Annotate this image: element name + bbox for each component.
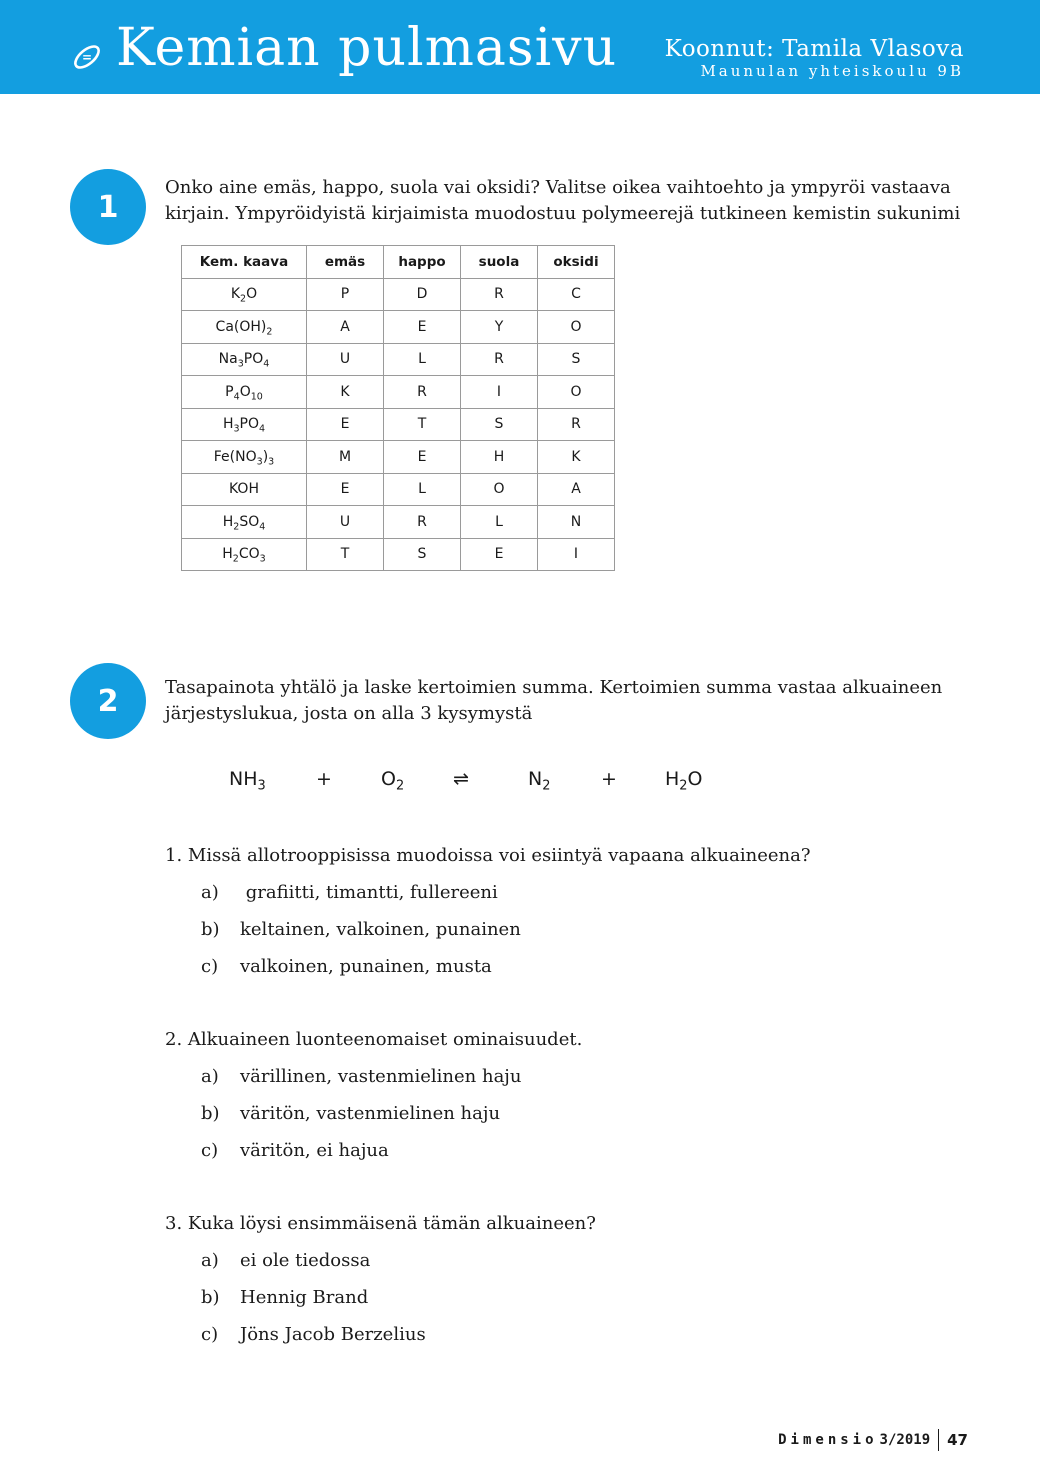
formula-subscript: 3 — [233, 423, 240, 435]
table-row — [182, 343, 615, 376]
formula-main: Fe(NO — [213, 448, 257, 465]
formula-main: SO — [239, 513, 260, 530]
letter-cell[interactable]: A — [538, 473, 615, 506]
instruction-line: kirjain. Ympyröidyistä kirjaimista muodostuu polymeerejä tutkineen kemistin sukunimi — [165, 203, 961, 224]
table-row — [182, 473, 615, 506]
letter-cell[interactable]: R — [461, 343, 538, 376]
letter-cell[interactable]: E — [307, 408, 384, 441]
answer-option — [201, 1250, 370, 1271]
formula-subscript: 2 — [395, 778, 405, 794]
formula-cell — [182, 278, 307, 311]
column-header: happo — [384, 246, 461, 279]
option-text: grafiitti, timantti, fullereeni — [240, 882, 498, 903]
formula-main: H — [222, 546, 233, 563]
formula-main: O — [381, 768, 396, 790]
magazine-name: Dimensio — [778, 1432, 878, 1448]
column-header: suola — [461, 246, 538, 279]
letter-cell[interactable]: S — [538, 343, 615, 376]
letter-cell[interactable]: R — [384, 506, 461, 539]
product-nitrogen — [528, 768, 551, 794]
formula-subscript: 2 — [679, 778, 688, 794]
product-water — [665, 768, 703, 794]
formula-main: N — [528, 768, 543, 790]
option-letter: c) — [201, 1324, 219, 1345]
formula-main: H — [222, 416, 234, 433]
formula-main: H — [222, 513, 234, 530]
option-letter: b) — [201, 1103, 220, 1124]
letter-cell[interactable]: E — [384, 311, 461, 344]
option-text: Jöns Jacob Berzelius — [240, 1324, 426, 1345]
table-row — [182, 506, 615, 539]
formula-cell — [182, 311, 307, 344]
reactant-ammonia — [229, 768, 266, 794]
letter-cell[interactable]: E — [384, 441, 461, 474]
table-row — [182, 376, 615, 409]
option-text: väritön, ei hajua — [240, 1140, 389, 1161]
equilibrium-arrow-icon: ⇌ — [453, 768, 469, 790]
formula-cell — [182, 473, 307, 506]
formula-main: KOH — [229, 481, 259, 498]
formula-subscript: 4 — [263, 358, 270, 370]
formula-main: PO — [239, 416, 259, 433]
formula-subscript: 2 — [542, 778, 551, 794]
task-1-instructions — [165, 175, 965, 227]
option-letter: a) — [201, 1250, 219, 1271]
letter-cell[interactable]: N — [538, 506, 615, 539]
letter-cell[interactable]: O — [538, 311, 615, 344]
formula-subscript: 2 — [266, 326, 273, 338]
formula-subscript: 4 — [259, 423, 266, 435]
letter-cell[interactable]: R — [384, 376, 461, 409]
formula-subscript: 10 — [250, 391, 263, 403]
option-text: värillinen, vastenmielinen haju — [240, 1066, 522, 1087]
letter-cell[interactable]: L — [461, 506, 538, 539]
formula-main: PO — [243, 351, 264, 368]
formula-main: O — [246, 286, 258, 303]
formula-subscript: 3 — [268, 456, 275, 468]
question-2: 2. Alkuaineen luonteenomaiset ominaisuudet. — [165, 1029, 583, 1050]
plus-sign: + — [316, 768, 332, 790]
question-3: 3. Kuka löysi ensimmäisenä tämän alkuaineen? — [165, 1213, 596, 1234]
table-row — [182, 311, 615, 344]
formula-cell — [182, 376, 307, 409]
formula-subscript: 2 — [233, 521, 240, 533]
task-number-badge: 2 — [70, 663, 146, 739]
option-letter: c) — [201, 1140, 219, 1161]
formula-main: ) — [262, 448, 269, 465]
letter-cell[interactable]: D — [384, 278, 461, 311]
answer-option — [201, 1287, 368, 1308]
option-text: väritön, vastenmielinen haju — [240, 1103, 501, 1124]
svg-text:=: = — [81, 50, 93, 65]
option-text: Hennig Brand — [240, 1287, 369, 1308]
question-1: 1. Missä allotrooppisissa muodoissa voi esiintyä vapaana alkuaineena? — [165, 845, 811, 866]
letter-cell[interactable]: L — [384, 343, 461, 376]
table-header-row — [182, 246, 615, 279]
option-letter: a) — [201, 1066, 219, 1087]
task-number-badge: 1 — [70, 169, 146, 245]
plus-sign: + — [601, 768, 617, 790]
formula-subscript: 2 — [232, 553, 239, 565]
answer-option — [201, 1066, 521, 1087]
letter-cell[interactable]: A — [307, 311, 384, 344]
formula-cell — [182, 538, 307, 571]
atom-ring-icon — [70, 40, 104, 74]
formula-cell — [182, 408, 307, 441]
instruction-line: Onko aine emäs, happo, suola vai oksidi? Valitse oikea vaihtoehto ja ympyröi vastaava — [165, 177, 951, 198]
table-body — [182, 278, 615, 571]
formula-cell — [182, 506, 307, 539]
column-header: oksidi — [538, 246, 615, 279]
letter-cell[interactable]: Y — [461, 311, 538, 344]
letter-cell[interactable]: I — [461, 376, 538, 409]
letter-cell[interactable]: M — [307, 441, 384, 474]
letter-cell[interactable]: R — [538, 408, 615, 441]
formula-subscript: 3 — [257, 778, 266, 794]
reactant-oxygen — [381, 768, 405, 794]
table-row — [182, 441, 615, 474]
table-row — [182, 278, 615, 311]
letter-cell[interactable]: T — [307, 538, 384, 571]
option-letter: b) — [201, 1287, 220, 1308]
page-number: 47 — [947, 1431, 968, 1449]
letter-cell[interactable]: U — [307, 343, 384, 376]
letter-cell[interactable]: H — [461, 441, 538, 474]
option-text: ei ole tiedossa — [240, 1250, 371, 1271]
formula-main: O — [239, 383, 251, 400]
formula-subscript: 4 — [233, 391, 240, 403]
letter-cell[interactable]: K — [538, 441, 615, 474]
answer-option — [201, 1103, 500, 1124]
formula-subscript: 3 — [256, 456, 263, 468]
option-letter: b) — [201, 919, 220, 940]
answer-option — [201, 956, 492, 977]
formula-cell — [182, 343, 307, 376]
option-letter: a) — [201, 882, 219, 903]
formula-subscript: 3 — [259, 553, 266, 565]
option-text: valkoinen, punainen, musta — [240, 956, 492, 977]
answer-option — [201, 1324, 426, 1345]
letter-cell[interactable]: S — [384, 538, 461, 571]
instruction-line: järjestyslukua, josta on alla 3 kysymystä — [165, 703, 533, 724]
table-row — [182, 408, 615, 441]
formula-main: Ca(OH) — [215, 318, 267, 335]
compiler-name: Koonnut: Tamila Vlasova — [664, 36, 964, 62]
school-name: Maunulan yhteiskoulu 9B — [700, 62, 964, 80]
formula-cell — [182, 441, 307, 474]
letter-cell[interactable]: O — [538, 376, 615, 409]
formula-subscript: 4 — [259, 521, 266, 533]
formula-main: Na — [218, 351, 238, 368]
letter-cell[interactable]: O — [461, 473, 538, 506]
letter-cell[interactable]: K — [307, 376, 384, 409]
letter-cell[interactable]: C — [538, 278, 615, 311]
letter-cell[interactable]: I — [538, 538, 615, 571]
instruction-line: Tasapainota yhtälö ja laske kertoimien summa. Kertoimien summa vastaa alkuaineen — [165, 677, 943, 698]
column-header: emäs — [307, 246, 384, 279]
letter-cell[interactable]: P — [307, 278, 384, 311]
formula-main: NH — [229, 768, 258, 790]
option-letter: c) — [201, 956, 219, 977]
table-row — [182, 538, 615, 571]
letter-cell[interactable]: U — [307, 506, 384, 539]
formula-main: P — [225, 383, 234, 400]
letter-cell[interactable]: E — [461, 538, 538, 571]
letter-cell[interactable]: T — [384, 408, 461, 441]
page-title: Kemian pulmasivu — [116, 18, 618, 78]
formula-subscript: 3 — [237, 358, 244, 370]
formula-main: O — [687, 768, 703, 790]
formula-subscript: 2 — [240, 293, 247, 305]
page-footer — [778, 1429, 968, 1451]
option-text: keltainen, valkoinen, punainen — [240, 919, 521, 940]
formula-main: H — [665, 768, 680, 790]
classification-table — [181, 245, 615, 571]
formula-main: CO — [238, 546, 260, 563]
answer-option — [201, 882, 498, 903]
issue-number: 3/2019 — [879, 1432, 931, 1448]
author-block — [665, 38, 964, 79]
letter-cell[interactable]: R — [461, 278, 538, 311]
answer-option — [201, 919, 521, 940]
letter-cell[interactable]: L — [384, 473, 461, 506]
answer-option — [201, 1140, 389, 1161]
footer-divider — [938, 1429, 939, 1451]
task-2-instructions — [165, 675, 965, 727]
letter-cell[interactable]: E — [307, 473, 384, 506]
page-header — [0, 0, 1040, 94]
formula-main: K — [230, 286, 241, 303]
column-header: Kem. kaava — [182, 246, 307, 279]
letter-cell[interactable]: S — [461, 408, 538, 441]
